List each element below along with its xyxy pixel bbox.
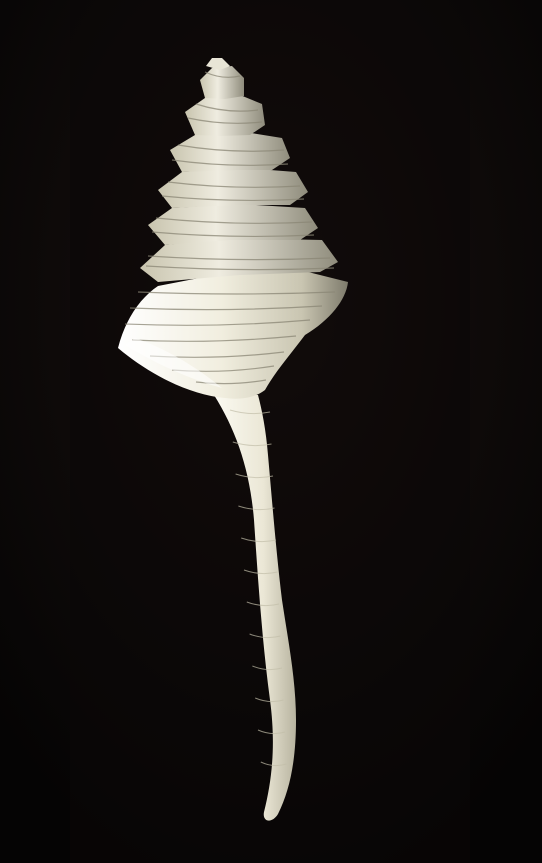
spire-whorl-4 (158, 168, 308, 208)
spire-whorl-5 (148, 204, 318, 245)
